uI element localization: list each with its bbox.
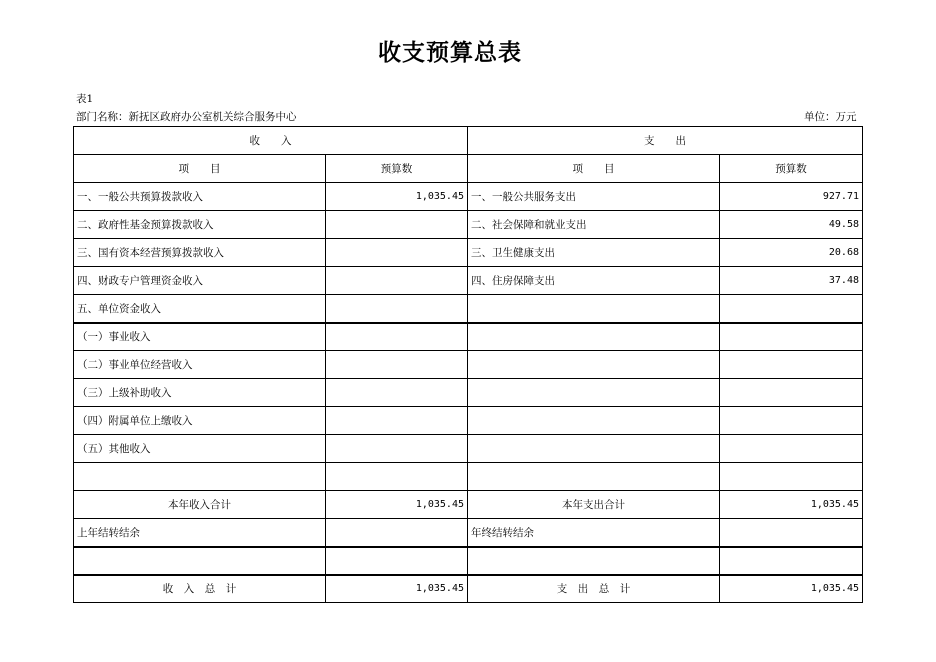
prior-year-carryover-value — [326, 519, 468, 547]
income-item: （四）附属单位上缴收入 — [74, 407, 326, 435]
header-row-section — [74, 127, 863, 155]
income-total-value: 1,035.45 — [326, 575, 468, 603]
table-row — [74, 267, 863, 295]
income-value — [326, 267, 468, 295]
expense-item — [468, 323, 720, 351]
income-item: （三）上级补助收入 — [74, 379, 326, 407]
income-value — [326, 239, 468, 267]
income-item: 五、单位资金收入 — [74, 295, 326, 323]
expense-budget-header: 预算数 — [720, 155, 863, 183]
income-value — [326, 295, 468, 323]
income-value — [326, 323, 468, 351]
expense-item: 一、一般公共服务支出 — [468, 183, 720, 211]
expense-value: 927.71 — [720, 183, 863, 211]
expense-value — [720, 295, 863, 323]
expense-item: 四、住房保障支出 — [468, 267, 720, 295]
income-budget-header: 预算数 — [326, 155, 468, 183]
table-row — [74, 239, 863, 267]
table-row — [74, 323, 863, 351]
income-value: 1,035.45 — [326, 183, 468, 211]
prior-year-carryover-label: 上年结转结余 — [74, 519, 326, 547]
blank-cell — [468, 547, 720, 575]
year-end-carryover-label: 年终结转结余 — [468, 519, 720, 547]
table-row — [74, 295, 863, 323]
income-item: （五）其他收入 — [74, 435, 326, 463]
expense-value — [720, 407, 863, 435]
expense-subtotal-value: 1,035.45 — [720, 491, 863, 519]
expense-item: 三、卫生健康支出 — [468, 239, 720, 267]
expense-value — [720, 323, 863, 351]
blank-row — [74, 547, 863, 575]
income-value — [326, 407, 468, 435]
expense-value: 20.68 — [720, 239, 863, 267]
income-value — [326, 211, 468, 239]
table-row — [74, 407, 863, 435]
unit-label: 单位：万元 — [804, 111, 857, 123]
table-row — [74, 183, 863, 211]
income-item: 四、财政专户管理资金收入 — [74, 267, 326, 295]
table-row — [74, 435, 863, 463]
income-subtotal-value: 1,035.45 — [326, 491, 468, 519]
income-item: （二）事业单位经营收入 — [74, 351, 326, 379]
income-value — [326, 463, 468, 491]
expense-item — [468, 407, 720, 435]
expense-item — [468, 351, 720, 379]
income-item-header: 项 目 — [74, 155, 326, 183]
grand-total-row — [74, 575, 863, 603]
income-item: 一、一般公共预算拨款收入 — [74, 183, 326, 211]
header-row-columns — [74, 155, 863, 183]
income-total-label: 收 入 总 计 — [74, 575, 326, 603]
table-row — [74, 379, 863, 407]
expense-subtotal-label: 本年支出合计 — [468, 491, 720, 519]
expense-item — [468, 295, 720, 323]
income-value — [326, 435, 468, 463]
carryover-row — [74, 519, 863, 547]
expense-value — [720, 435, 863, 463]
blank-cell — [326, 547, 468, 575]
expense-total-value: 1,035.45 — [720, 575, 863, 603]
income-item: 三、国有资本经营预算拨款收入 — [74, 239, 326, 267]
table-row — [74, 351, 863, 379]
page-title: 收支预算总表 — [378, 39, 522, 66]
expense-item — [468, 379, 720, 407]
income-item — [74, 463, 326, 491]
expense-value — [720, 351, 863, 379]
income-item: （一）事业收入 — [74, 323, 326, 351]
department-name: 部门名称：新抚区政府办公室机关综合服务中心 — [76, 111, 297, 123]
expense-value — [720, 463, 863, 491]
table-row — [74, 463, 863, 491]
expense-item — [468, 463, 720, 491]
expense-header: 支 出 — [468, 127, 863, 155]
expense-total-label: 支 出 总 计 — [468, 575, 720, 603]
blank-cell — [74, 547, 326, 575]
income-item: 二、政府性基金预算拨款收入 — [74, 211, 326, 239]
income-header: 收 入 — [74, 127, 468, 155]
income-subtotal-label: 本年收入合计 — [74, 491, 326, 519]
income-value — [326, 351, 468, 379]
table-number: 表1 — [76, 93, 94, 105]
table-row — [74, 211, 863, 239]
subtotal-row — [74, 491, 863, 519]
blank-cell — [720, 547, 863, 575]
expense-item: 二、社会保障和就业支出 — [468, 211, 720, 239]
expense-value — [720, 379, 863, 407]
year-end-carryover-value — [720, 519, 863, 547]
expense-item — [468, 435, 720, 463]
expense-value: 49.58 — [720, 211, 863, 239]
budget-table — [73, 126, 863, 603]
expense-value: 37.48 — [720, 267, 863, 295]
income-value — [326, 379, 468, 407]
expense-item-header: 项 目 — [468, 155, 720, 183]
